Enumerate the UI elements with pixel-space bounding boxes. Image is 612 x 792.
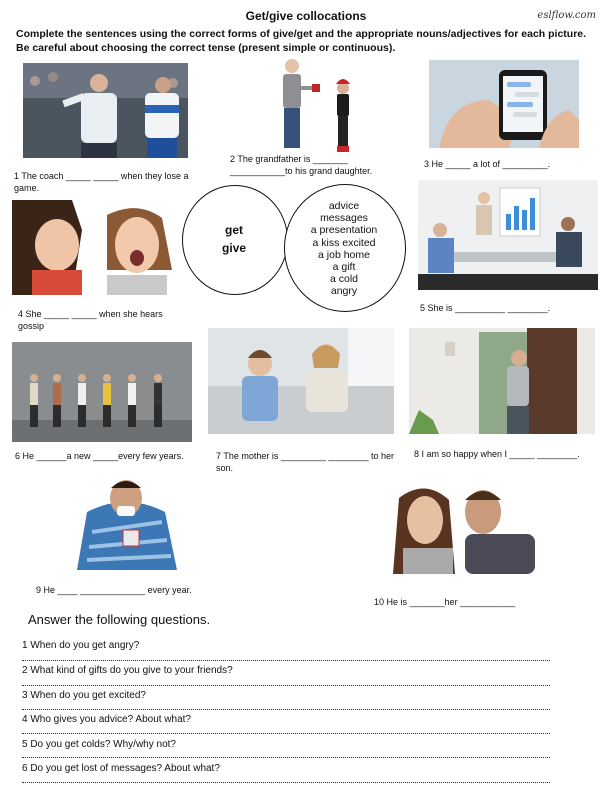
photo-cold bbox=[67, 472, 185, 570]
noun-kiss-excited: a kiss excited bbox=[312, 236, 376, 249]
exercise-item-3: 3 He _____ a lot of _________. bbox=[424, 159, 551, 169]
photo-phone bbox=[429, 60, 579, 148]
brand-logo: eslflow.com bbox=[537, 10, 596, 21]
exercise-item-1: 1 The coach _____ _____ when they lose a game. bbox=[14, 171, 189, 193]
question-3: 3 When do you get excited? bbox=[22, 690, 146, 701]
noun-job-home: a job home bbox=[318, 248, 370, 261]
answer-line-4[interactable] bbox=[22, 733, 550, 734]
photo-coming-home bbox=[409, 328, 595, 434]
noun-gift: a gift bbox=[332, 261, 356, 274]
question-4: 4 Who gives you advice? About what? bbox=[22, 714, 191, 725]
noun-messages: messages bbox=[320, 212, 368, 225]
answer-line-6[interactable] bbox=[22, 782, 550, 783]
exercise-item-4: 4 She _____ _____ when she hears gossip bbox=[18, 309, 163, 331]
answer-line-3[interactable] bbox=[22, 709, 550, 710]
answer-line-1[interactable] bbox=[22, 660, 550, 661]
noun-angry: angry bbox=[330, 285, 358, 298]
verb-get: get bbox=[225, 223, 243, 237]
photo-jobs bbox=[12, 342, 192, 442]
photo-kiss bbox=[373, 478, 549, 574]
question-6: 6 Do you get lost of messages? About what? bbox=[22, 763, 220, 774]
noun-advice: advice bbox=[328, 200, 360, 212]
photo-presentation bbox=[418, 180, 598, 290]
question-2: 2 What kind of gifts do you give to your friends? bbox=[22, 665, 233, 676]
answer-line-5[interactable] bbox=[22, 757, 550, 758]
exercise-item-6: 6 He ______a new _____every few years. bbox=[15, 451, 184, 461]
noun-cold: a cold bbox=[329, 273, 359, 286]
photo-coach bbox=[23, 63, 188, 158]
question-5: 5 Do you get colds? Why/why not? bbox=[22, 739, 176, 750]
photo-mother-son bbox=[208, 328, 394, 434]
exercise-item-10: 10 He is _______her ___________ bbox=[374, 597, 516, 607]
nouns-list bbox=[284, 200, 404, 298]
photo-grandfather bbox=[270, 56, 360, 154]
verb-give: give bbox=[221, 241, 246, 255]
photo-gossip bbox=[12, 200, 177, 295]
exercise-item-7: 7 The mother is _________ ________ to her son. bbox=[216, 451, 394, 473]
answer-line-2[interactable] bbox=[22, 685, 550, 686]
exercise-item-9: 9 He ____ _____________ every year. bbox=[36, 585, 192, 595]
instructions: Complete the sentences using the correct forms of give/get and the appropriate nouns/adjectives for each picture. Be careful about choosing the correct tense (present simple or continuous). bbox=[16, 28, 587, 54]
exercise-item-2: 2 The grandfather is _______ ___________to his grand daughter. bbox=[230, 154, 373, 176]
noun-presentation: a presentation bbox=[310, 224, 378, 237]
questions-heading: Answer the following questions. bbox=[28, 612, 211, 627]
exercise-item-8: 8 I am so happy when I _____ ________. bbox=[414, 449, 580, 459]
exercise-item-5: 5 She is __________ ________. bbox=[420, 303, 551, 313]
question-1: 1 When do you get angry? bbox=[22, 640, 140, 651]
page-title: Get/give collocations bbox=[245, 9, 367, 23]
